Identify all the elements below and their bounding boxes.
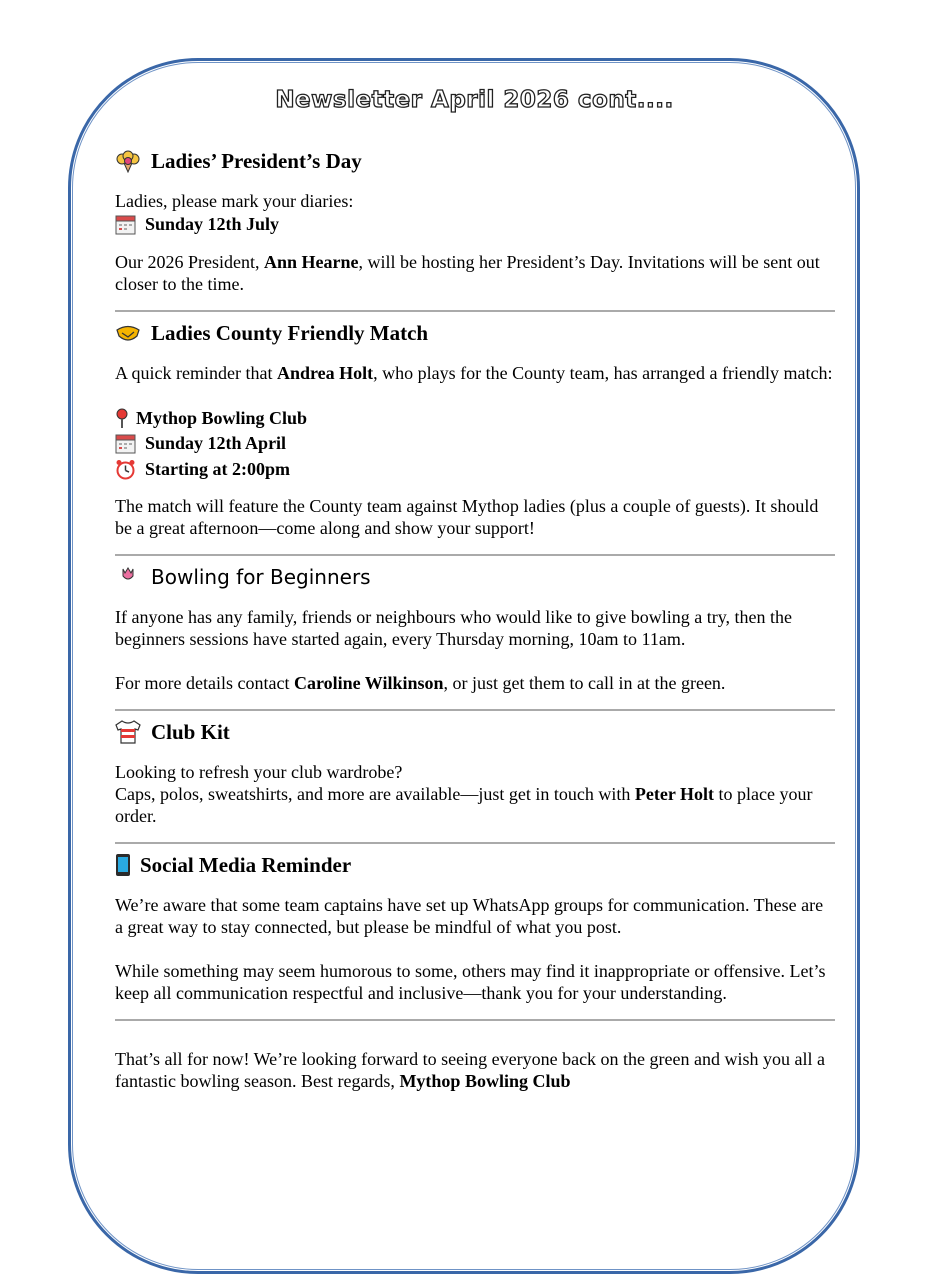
section-heading <box>115 716 835 748</box>
time-text: Starting at 2:00pm <box>145 458 290 479</box>
date-text: Sunday 12th April <box>145 433 287 454</box>
bouquet-icon <box>115 149 141 173</box>
venue-item <box>115 406 835 432</box>
date-item <box>115 431 835 457</box>
venue-text: Mythop Bowling Club <box>136 407 308 428</box>
section-divider <box>115 709 835 711</box>
mobile-phone-icon <box>115 853 131 877</box>
signature: Mythop Bowling Club <box>399 1071 571 1091</box>
alarm-clock-icon <box>115 459 136 480</box>
newsletter-content <box>115 145 835 1092</box>
section-divider <box>115 842 835 844</box>
section-heading <box>115 561 835 593</box>
heading-text: Ladies’ President’s Day <box>151 149 362 173</box>
section-heading <box>115 849 835 881</box>
heading-text: Club Kit <box>151 720 230 744</box>
time-item <box>115 457 835 483</box>
body-text: Our 2026 President, Ann Hearne, will be hosting her President’s Day. Invitations will be sent out closer to the time. <box>115 251 820 294</box>
body-line-1: Looking to refresh your club wardrobe? <box>115 762 403 782</box>
closing-text: That’s all for now! We’re looking forward to seeing everyone back on the green and wish you all a fantastic bowling season. Best regards, Mythop Bowling Club <box>115 1049 825 1091</box>
calendar-icon <box>115 433 136 454</box>
date-text: Sunday 12th July <box>145 214 280 235</box>
section-social-media <box>115 849 835 1021</box>
intro-text: Ladies, please mark your diaries: <box>115 191 354 211</box>
heading-text: Social Media Reminder <box>140 853 352 877</box>
date-item <box>115 212 835 238</box>
section-presidents-day <box>115 145 835 312</box>
page-title: Newsletter April 2026 cont.... <box>275 87 674 113</box>
contact-text: For more details contact Caroline Wilkinson, or just get them to call in at the green. <box>115 673 726 693</box>
section-club-kit <box>115 716 835 844</box>
body-text: If anyone has any family, friends or neighbours who would like to give bowling a try, then the beginners sessions have started again, every Thursday morning, 10am to 11am. <box>115 607 793 649</box>
heading-text: Bowling for Beginners <box>151 565 371 589</box>
section-heading <box>115 317 835 349</box>
body-text: The match will feature the County team against Mythop ladies (plus a couple of guests). It should be a great afternoon—come along and show your support! <box>115 496 819 538</box>
section-county-friendly <box>115 317 835 557</box>
calendar-icon <box>115 214 136 235</box>
body-paragraph-1: We’re aware that some team captains have set up WhatsApp groups for communication. These are a great way to stay connected, but please be mindful of what you post. <box>115 895 824 937</box>
body-paragraph-2: While something may seem humorous to some, others may find it inappropriate or offensive. Let’s keep all communication respectful and inclusive—thank you for your understanding. <box>115 961 826 1003</box>
section-heading <box>115 145 835 177</box>
tulip-icon <box>115 565 141 589</box>
body-line-2: Caps, polos, sweatshirts, and more are available—just get in touch with Peter Holt to place your order. <box>115 784 813 826</box>
section-divider <box>115 554 835 556</box>
handshake-icon <box>115 321 141 345</box>
shirt-icon <box>115 720 141 744</box>
pin-icon <box>115 408 129 429</box>
intro-text: A quick reminder that Andrea Holt, who plays for the County team, has arranged a friendly match: <box>115 362 833 383</box>
section-divider <box>115 310 835 312</box>
heading-text: Ladies County Friendly Match <box>151 320 429 345</box>
section-beginners <box>115 561 835 711</box>
